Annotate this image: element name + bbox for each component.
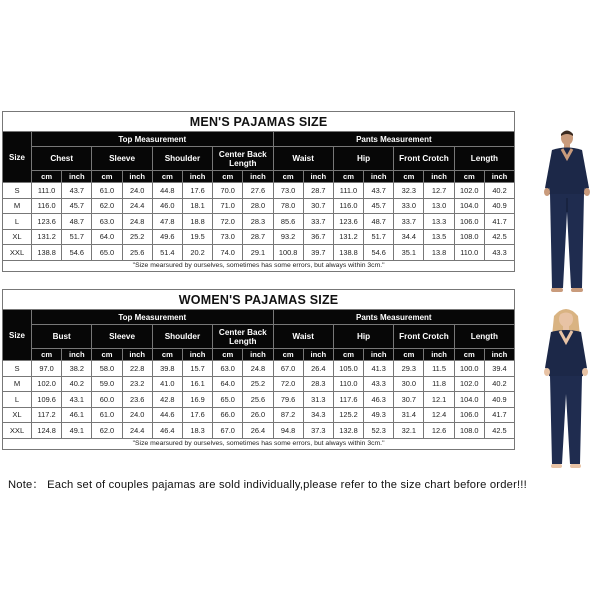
value-cell: 12.1 xyxy=(424,392,454,408)
value-cell: 29.1 xyxy=(243,245,273,261)
value-cell: 116.0 xyxy=(333,198,363,214)
value-cell: 61.0 xyxy=(92,183,122,199)
unit-header-row xyxy=(3,349,515,361)
value-cell: 41.3 xyxy=(364,361,394,377)
value-cell: 67.0 xyxy=(213,423,243,439)
value-cell: 124.8 xyxy=(32,423,62,439)
value-cell: 24.4 xyxy=(122,198,152,214)
value-cell: 30.0 xyxy=(394,376,424,392)
value-cell: 34.3 xyxy=(303,407,333,423)
value-cell: 25.6 xyxy=(122,245,152,261)
value-cell: 24.8 xyxy=(122,214,152,230)
unit-header: inch xyxy=(303,349,333,361)
value-cell: 40.9 xyxy=(484,392,514,408)
measurement-header: Waist xyxy=(273,147,333,171)
pants-measurement-header: Pants Measurement xyxy=(273,132,515,147)
value-cell: 108.0 xyxy=(454,229,484,245)
unit-header: cm xyxy=(394,171,424,183)
table-row xyxy=(3,376,515,392)
value-cell: 22.8 xyxy=(122,361,152,377)
value-cell: 43.1 xyxy=(62,392,92,408)
value-cell: 73.0 xyxy=(273,183,303,199)
measurement-header: Shoulder xyxy=(152,325,212,349)
value-cell: 93.2 xyxy=(273,229,303,245)
measurement-header: Front Crotch xyxy=(394,147,454,171)
value-cell: 63.0 xyxy=(92,214,122,230)
value-cell: 15.7 xyxy=(182,361,212,377)
measurement-header: Front Crotch xyxy=(394,325,454,349)
value-cell: 31.4 xyxy=(394,407,424,423)
value-cell: 13.5 xyxy=(424,229,454,245)
unit-header: inch xyxy=(122,171,152,183)
mens-chart-title: MEN'S PAJAMAS SIZE xyxy=(3,112,515,132)
value-cell: 42.5 xyxy=(484,423,514,439)
unit-header: cm xyxy=(333,349,363,361)
size-cell: S xyxy=(3,361,32,377)
value-cell: 54.6 xyxy=(62,245,92,261)
value-cell: 61.0 xyxy=(92,407,122,423)
measurement-header-row xyxy=(3,147,515,171)
value-cell: 110.0 xyxy=(333,376,363,392)
value-cell: 17.6 xyxy=(182,407,212,423)
value-cell: 12.4 xyxy=(424,407,454,423)
value-cell: 51.4 xyxy=(152,245,182,261)
value-cell: 41.0 xyxy=(152,376,182,392)
value-cell: 24.8 xyxy=(243,361,273,377)
value-cell: 51.7 xyxy=(364,229,394,245)
value-cell: 26.4 xyxy=(243,423,273,439)
unit-header-row xyxy=(3,171,515,183)
value-cell: 24.4 xyxy=(122,423,152,439)
value-cell: 73.0 xyxy=(213,229,243,245)
value-cell: 102.0 xyxy=(32,376,62,392)
value-cell: 65.0 xyxy=(92,245,122,261)
value-cell: 44.8 xyxy=(152,183,182,199)
table-row xyxy=(3,423,515,439)
value-cell: 42.8 xyxy=(152,392,182,408)
value-cell: 70.0 xyxy=(213,183,243,199)
value-cell: 131.2 xyxy=(32,229,62,245)
value-cell: 49.6 xyxy=(152,229,182,245)
value-cell: 20.2 xyxy=(182,245,212,261)
value-cell: 26.0 xyxy=(243,407,273,423)
value-cell: 33.0 xyxy=(394,198,424,214)
value-cell: 41.7 xyxy=(484,214,514,230)
value-cell: 30.7 xyxy=(303,198,333,214)
order-note: Note： Each set of couples pajamas are sold individually,please refer to the size chart before order!!! xyxy=(8,479,527,491)
unit-header: inch xyxy=(484,171,514,183)
value-cell: 116.0 xyxy=(32,198,62,214)
value-cell: 106.0 xyxy=(454,407,484,423)
size-cell: XL xyxy=(3,407,32,423)
man-model-image xyxy=(538,128,596,296)
table-row xyxy=(3,214,515,230)
value-cell: 138.8 xyxy=(32,245,62,261)
value-cell: 64.0 xyxy=(213,376,243,392)
value-cell: 111.0 xyxy=(333,183,363,199)
value-cell: 71.0 xyxy=(213,198,243,214)
value-cell: 19.5 xyxy=(182,229,212,245)
unit-header: inch xyxy=(364,349,394,361)
value-cell: 33.7 xyxy=(303,214,333,230)
value-cell: 32.3 xyxy=(394,183,424,199)
value-cell: 100.8 xyxy=(273,245,303,261)
size-cell: S xyxy=(3,183,32,199)
value-cell: 26.4 xyxy=(303,361,333,377)
top-measurement-header: Top Measurement xyxy=(32,132,274,147)
measurement-header: Sleeve xyxy=(92,325,152,349)
value-cell: 46.0 xyxy=(152,198,182,214)
value-cell: 40.2 xyxy=(62,376,92,392)
size-cell: M xyxy=(3,198,32,214)
value-cell: 23.2 xyxy=(122,376,152,392)
unit-header: cm xyxy=(454,171,484,183)
value-cell: 67.0 xyxy=(273,361,303,377)
unit-header: cm xyxy=(92,349,122,361)
value-cell: 40.2 xyxy=(484,376,514,392)
value-cell: 102.0 xyxy=(454,376,484,392)
value-cell: 49.3 xyxy=(364,407,394,423)
womens-size-table xyxy=(2,289,515,450)
womens-size-rows xyxy=(3,361,515,439)
measurement-header: Hip xyxy=(333,325,393,349)
womens-size-chart xyxy=(2,289,514,450)
value-cell: 78.0 xyxy=(273,198,303,214)
value-cell: 43.7 xyxy=(62,183,92,199)
value-cell: 123.6 xyxy=(32,214,62,230)
measurement-header: Hip xyxy=(333,147,393,171)
unit-header: cm xyxy=(273,171,303,183)
mens-size-chart xyxy=(2,111,514,272)
womens-chart-title: WOMEN'S PAJAMAS SIZE xyxy=(3,290,515,310)
value-cell: 23.6 xyxy=(122,392,152,408)
value-cell: 85.6 xyxy=(273,214,303,230)
value-cell: 46.3 xyxy=(364,392,394,408)
value-cell: 105.0 xyxy=(333,361,363,377)
value-cell: 12.6 xyxy=(424,423,454,439)
mens-size-table xyxy=(2,111,515,272)
value-cell: 74.0 xyxy=(213,245,243,261)
measurement-header: Length xyxy=(454,147,515,171)
value-cell: 43.7 xyxy=(364,183,394,199)
table-row xyxy=(3,407,515,423)
value-cell: 25.2 xyxy=(243,376,273,392)
value-cell: 62.0 xyxy=(92,198,122,214)
value-cell: 38.2 xyxy=(62,361,92,377)
value-cell: 16.9 xyxy=(182,392,212,408)
value-cell: 54.6 xyxy=(364,245,394,261)
value-cell: 49.1 xyxy=(62,423,92,439)
size-cell: XL xyxy=(3,229,32,245)
value-cell: 48.7 xyxy=(364,214,394,230)
value-cell: 94.8 xyxy=(273,423,303,439)
value-cell: 138.8 xyxy=(333,245,363,261)
value-cell: 40.9 xyxy=(484,198,514,214)
value-cell: 117.2 xyxy=(32,407,62,423)
value-cell: 111.0 xyxy=(32,183,62,199)
value-cell: 25.6 xyxy=(243,392,273,408)
value-cell: 11.5 xyxy=(424,361,454,377)
value-cell: 52.3 xyxy=(364,423,394,439)
value-cell: 44.6 xyxy=(152,407,182,423)
value-cell: 16.1 xyxy=(182,376,212,392)
value-cell: 37.3 xyxy=(303,423,333,439)
unit-header: inch xyxy=(122,349,152,361)
value-cell: 64.0 xyxy=(92,229,122,245)
measurement-header: Shoulder xyxy=(152,147,212,171)
unit-header: inch xyxy=(243,171,273,183)
mens-footnote: "Size mearsured by ourselves, sometimes has some errors, but always within 3cm." xyxy=(3,260,515,271)
value-cell: 17.6 xyxy=(182,183,212,199)
value-cell: 28.7 xyxy=(303,183,333,199)
size-cell: XXL xyxy=(3,245,32,261)
unit-header: inch xyxy=(62,349,92,361)
value-cell: 27.6 xyxy=(243,183,273,199)
value-cell: 13.8 xyxy=(424,245,454,261)
unit-header: cm xyxy=(92,171,122,183)
value-cell: 132.8 xyxy=(333,423,363,439)
unit-header: cm xyxy=(454,349,484,361)
value-cell: 29.3 xyxy=(394,361,424,377)
value-cell: 36.7 xyxy=(303,229,333,245)
value-cell: 97.0 xyxy=(32,361,62,377)
value-cell: 11.8 xyxy=(424,376,454,392)
value-cell: 46.4 xyxy=(152,423,182,439)
value-cell: 117.6 xyxy=(333,392,363,408)
value-cell: 46.1 xyxy=(62,407,92,423)
value-cell: 12.7 xyxy=(424,183,454,199)
unit-header: cm xyxy=(213,349,243,361)
unit-header: inch xyxy=(62,171,92,183)
value-cell: 32.1 xyxy=(394,423,424,439)
unit-header: inch xyxy=(424,171,454,183)
value-cell: 106.0 xyxy=(454,214,484,230)
value-cell: 28.7 xyxy=(243,229,273,245)
value-cell: 123.6 xyxy=(333,214,363,230)
measurement-header: Center Back Length xyxy=(213,147,273,171)
table-row xyxy=(3,245,515,261)
value-cell: 40.2 xyxy=(484,183,514,199)
value-cell: 28.0 xyxy=(243,198,273,214)
value-cell: 33.7 xyxy=(394,214,424,230)
value-cell: 13.3 xyxy=(424,214,454,230)
value-cell: 100.0 xyxy=(454,361,484,377)
size-column-header: Size xyxy=(3,310,32,361)
unit-header: cm xyxy=(394,349,424,361)
table-row xyxy=(3,198,515,214)
value-cell: 30.7 xyxy=(394,392,424,408)
value-cell: 18.8 xyxy=(182,214,212,230)
size-cell: L xyxy=(3,392,32,408)
unit-header: cm xyxy=(152,171,182,183)
value-cell: 45.7 xyxy=(364,198,394,214)
value-cell: 72.0 xyxy=(213,214,243,230)
value-cell: 65.0 xyxy=(213,392,243,408)
unit-header: inch xyxy=(364,171,394,183)
value-cell: 28.3 xyxy=(303,376,333,392)
value-cell: 62.0 xyxy=(92,423,122,439)
value-cell: 60.0 xyxy=(92,392,122,408)
unit-header: inch xyxy=(303,171,333,183)
value-cell: 72.0 xyxy=(273,376,303,392)
unit-header: cm xyxy=(333,171,363,183)
unit-header: cm xyxy=(213,171,243,183)
unit-header: cm xyxy=(32,171,62,183)
mens-size-rows xyxy=(3,183,515,261)
value-cell: 18.3 xyxy=(182,423,212,439)
measurement-header: Length xyxy=(454,325,514,349)
value-cell: 58.0 xyxy=(92,361,122,377)
value-cell: 18.1 xyxy=(182,198,212,214)
size-column-header: Size xyxy=(3,132,32,183)
measurement-header: Bust xyxy=(32,325,92,349)
value-cell: 51.7 xyxy=(62,229,92,245)
table-row xyxy=(3,183,515,199)
value-cell: 47.8 xyxy=(152,214,182,230)
value-cell: 39.4 xyxy=(484,361,514,377)
unit-header: inch xyxy=(484,349,514,361)
value-cell: 28.3 xyxy=(243,214,273,230)
value-cell: 24.0 xyxy=(122,407,152,423)
value-cell: 102.0 xyxy=(454,183,484,199)
measurement-header: Waist xyxy=(273,325,333,349)
value-cell: 35.1 xyxy=(394,245,424,261)
value-cell: 48.7 xyxy=(62,214,92,230)
woman-model-image xyxy=(536,306,596,472)
value-cell: 25.2 xyxy=(122,229,152,245)
measurement-header: Chest xyxy=(32,147,92,171)
measurement-header: Center Back Length xyxy=(213,325,273,349)
table-row xyxy=(3,229,515,245)
size-cell: L xyxy=(3,214,32,230)
value-cell: 41.7 xyxy=(484,407,514,423)
value-cell: 59.0 xyxy=(92,376,122,392)
unit-header: cm xyxy=(32,349,62,361)
table-row xyxy=(3,361,515,377)
size-cell: XXL xyxy=(3,423,32,439)
unit-header: inch xyxy=(182,171,212,183)
value-cell: 42.5 xyxy=(484,229,514,245)
value-cell: 131.2 xyxy=(333,229,363,245)
value-cell: 43.3 xyxy=(364,376,394,392)
pants-measurement-header: Pants Measurement xyxy=(273,310,515,325)
value-cell: 39.7 xyxy=(303,245,333,261)
value-cell: 39.8 xyxy=(152,361,182,377)
measurement-header: Sleeve xyxy=(92,147,152,171)
unit-header: inch xyxy=(424,349,454,361)
value-cell: 43.3 xyxy=(484,245,514,261)
top-measurement-header: Top Measurement xyxy=(32,310,274,325)
value-cell: 104.0 xyxy=(454,392,484,408)
unit-header: inch xyxy=(182,349,212,361)
table-row xyxy=(3,392,515,408)
value-cell: 108.0 xyxy=(454,423,484,439)
value-cell: 45.7 xyxy=(62,198,92,214)
value-cell: 24.0 xyxy=(122,183,152,199)
value-cell: 125.2 xyxy=(333,407,363,423)
value-cell: 79.6 xyxy=(273,392,303,408)
womens-footnote: "Size mearsured by ourselves, sometimes has some errors, but always within 3cm." xyxy=(3,438,515,449)
measurement-header-row xyxy=(3,325,515,349)
value-cell: 110.0 xyxy=(454,245,484,261)
unit-header: inch xyxy=(243,349,273,361)
value-cell: 104.0 xyxy=(454,198,484,214)
value-cell: 87.2 xyxy=(273,407,303,423)
value-cell: 34.4 xyxy=(394,229,424,245)
value-cell: 66.0 xyxy=(213,407,243,423)
size-cell: M xyxy=(3,376,32,392)
value-cell: 31.3 xyxy=(303,392,333,408)
unit-header: cm xyxy=(273,349,303,361)
value-cell: 109.6 xyxy=(32,392,62,408)
unit-header: cm xyxy=(152,349,182,361)
value-cell: 13.0 xyxy=(424,198,454,214)
value-cell: 63.0 xyxy=(213,361,243,377)
